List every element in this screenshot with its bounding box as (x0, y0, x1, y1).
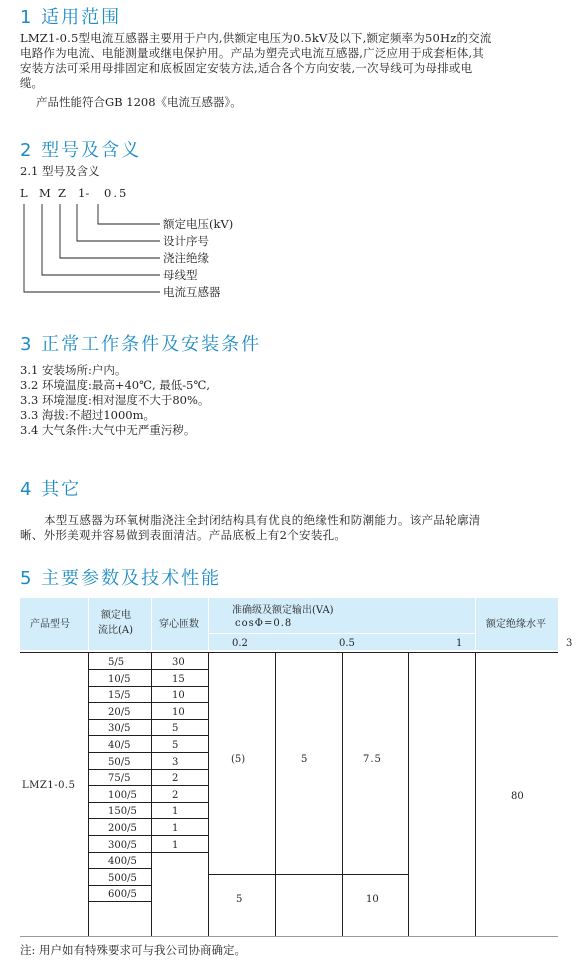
turns-cell: 5 (172, 740, 179, 751)
section-5-title: 5 主要参数及技术性能 (20, 568, 222, 589)
ratio-cell: 10/5 (108, 673, 131, 685)
output-class-0-5: 5 (301, 754, 308, 765)
header-model: 产品型号 (30, 619, 70, 630)
ratio-cell: 300/5 (108, 839, 137, 851)
code-letter-z: Z (58, 186, 66, 200)
section-2-title: 2 型号及含义 (20, 140, 142, 161)
header-class-0-5: 0.5 (339, 638, 355, 649)
insulation-value: 80 (511, 791, 524, 802)
turns-row-line (152, 735, 208, 736)
turns-cell: 5 (172, 723, 179, 735)
turns-cell: 10 (172, 690, 185, 702)
section-1-line-4: 缆。 (20, 76, 43, 90)
ratio-cell: 400/5 (108, 856, 137, 868)
ratio-cell: 30/5 (108, 723, 131, 735)
section-4-title: 4 其它 (20, 479, 82, 500)
stray-number: 3 (566, 638, 573, 649)
ratio-cell: 40/5 (108, 740, 131, 751)
header-ratio: 额定电 (101, 610, 131, 621)
ratio-cell: 15/5 (108, 690, 131, 702)
header-accuracy: 准确级及额定输出(VA) (232, 605, 334, 616)
turns-cell: 15 (172, 673, 185, 685)
section-2-subtitle: 2.1 型号及含义 (20, 164, 100, 178)
meaning-voltage: 额定电压(kV) (163, 217, 234, 231)
ratio-cell: 600/5 (108, 889, 137, 901)
ratio-cell: 20/5 (108, 706, 131, 718)
ratio-cell: 100/5 (108, 789, 137, 801)
ratio-cell: 500/5 (108, 872, 137, 884)
header-ratio-unit: 流比(A) (98, 625, 134, 636)
section-3-title: 3 正常工作条件及安装条件 (20, 334, 262, 355)
turns-row-line (152, 785, 208, 786)
turns-cell: 1 (172, 823, 179, 834)
header-class-0-2: 0.2 (232, 638, 248, 649)
model-code-diagram (0, 0, 578, 300)
output-class-0-2: (5) (231, 754, 246, 765)
footer-note: 注: 用户如有特殊要求可与我公司协商确定。 (20, 943, 247, 957)
turns-row-line (152, 852, 208, 853)
condition-item: 3.3 海拔:不超过1000m。 (20, 408, 155, 422)
ratio-cell: 75/5 (108, 773, 131, 785)
turns-row-line (152, 818, 208, 819)
turns-row-line (152, 769, 208, 770)
turns-row-line (152, 802, 208, 803)
condition-item: 3.1 安装场所:户内。 (20, 363, 127, 377)
header-turns: 穿心匝数 (159, 619, 199, 630)
header-insulation: 额定绝缘水平 (486, 619, 546, 630)
turns-cell: 10 (172, 706, 185, 718)
ratio-cell: 50/5 (108, 756, 131, 768)
turns-cell: 3 (172, 756, 179, 768)
header-class-1: 1 (456, 638, 463, 649)
section-1-line-1: LMZ1-0.5型电流互感器主要用于户内,供额定电压为0.5kV及以下,额定频率为50Hz的交流 (20, 31, 492, 45)
model-cell: LMZ1-0.5 (22, 780, 76, 791)
meaning-design-no: 设计序号 (163, 234, 209, 248)
turns-cell: 2 (172, 789, 179, 801)
code-letter-m: M (39, 186, 51, 200)
condition-item: 3.2 环境温度:最高+40℃, 最低-5℃, (20, 378, 210, 392)
ratio-cell: 200/5 (108, 823, 137, 834)
turns-cell: 1 (172, 839, 179, 851)
section-1-title: 1 适用范围 (20, 7, 122, 28)
condition-item: 3.3 环境湿度:相对湿度不大于80%。 (20, 393, 210, 407)
section-1-line-2: 电路作为电流、电能测量或继电保护用。产品为塑壳式电流互感器,广泛应用于成套柜体,其 (20, 46, 485, 60)
code-series: 1- (78, 186, 90, 200)
turns-row-line (152, 752, 208, 753)
header-cos-phi: cosΦ=0.8 (235, 618, 293, 629)
condition-item: 3.4 大气条件:大气中无严重污秽。 (20, 423, 196, 437)
turns-cell: 2 (172, 773, 179, 785)
section-1-standard: 产品性能符合GB 1208《电流互感器》。 (36, 95, 242, 109)
section-1-line-3: 安装方法可采用母排固定和底板固定安装方法,适合各个方向安装,一次导线可为母排或电 (20, 61, 473, 75)
section-4-line-2: 晰、外形美观并容易做到表面清洁。产品底板上有2个安装孔。 (20, 528, 347, 542)
output-class-1: 7.5 (363, 754, 382, 765)
output-large-class-1: 10 (366, 894, 379, 905)
turns-row-line (152, 835, 208, 836)
meaning-cast-insulation: 浇注绝缘 (163, 251, 209, 265)
code-voltage: 0.5 (104, 186, 129, 200)
ratio-cell: 5/5 (108, 657, 125, 668)
ratio-cell: 150/5 (108, 806, 137, 818)
meaning-busbar-type: 母线型 (163, 268, 198, 282)
turns-cell: 30 (172, 657, 185, 668)
output-large-class-0-2: 5 (236, 894, 243, 905)
section-4-line-1: 本型互感器为环氧树脂浇注全封闭结构具有优良的绝缘性和防潮能力。该产品轮廓清 (44, 513, 481, 527)
meaning-current-transformer: 电流互感器 (163, 285, 221, 299)
code-letter-l: L (20, 186, 28, 200)
turns-cell: 1 (172, 806, 179, 818)
